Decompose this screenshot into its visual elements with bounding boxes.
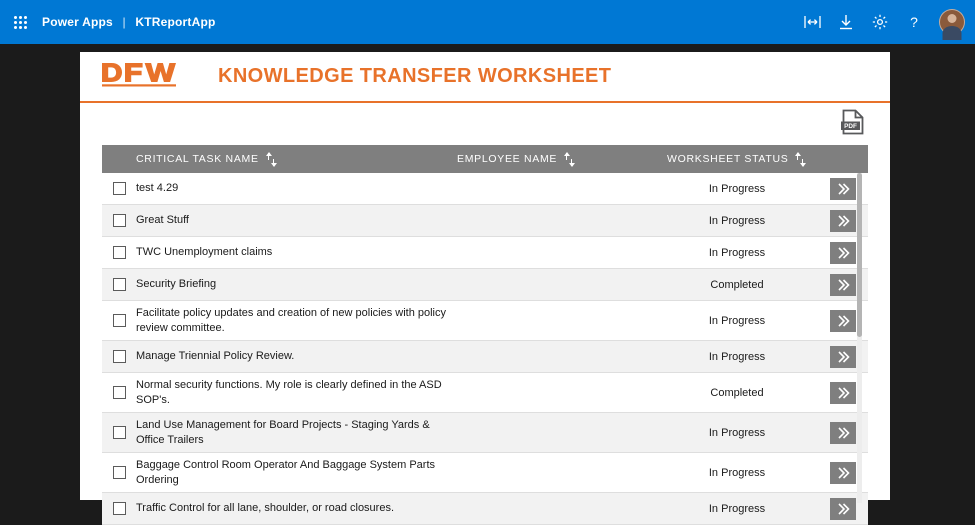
- open-row-chevron-icon[interactable]: [830, 178, 856, 200]
- download-icon[interactable]: [831, 7, 861, 37]
- table-row[interactable]: [102, 237, 868, 269]
- cell-task-name: Baggage Control Room Operator And Baggage System Parts Ordering: [136, 459, 436, 486]
- column-header-task[interactable]: [136, 153, 277, 166]
- worksheet-table: [102, 145, 868, 525]
- row-checkbox[interactable]: [113, 350, 126, 363]
- cell-worksheet-status: In Progress: [708, 314, 766, 327]
- app-name-label[interactable]: KTReportApp: [135, 15, 216, 29]
- cell-task-name: test 4.29: [136, 182, 179, 195]
- brand-separator: |: [122, 15, 126, 29]
- open-row-chevron-icon[interactable]: [830, 274, 856, 296]
- column-label-employee: EMPLOYEE NAME: [457, 153, 558, 165]
- table-row[interactable]: [102, 341, 868, 373]
- cell-worksheet-status: Completed: [710, 386, 764, 399]
- sort-toggle-employee-icon[interactable]: [566, 153, 575, 166]
- settings-gear-icon[interactable]: [865, 7, 895, 37]
- cell-task-name: Normal security functions. My role is clearly defined in the ASD SOP's.: [136, 379, 442, 406]
- row-checkbox[interactable]: [113, 182, 126, 195]
- row-checkbox[interactable]: [113, 214, 126, 227]
- app-canvas: [80, 52, 890, 515]
- row-checkbox[interactable]: [113, 246, 126, 259]
- table-row[interactable]: [102, 453, 868, 493]
- sort-toggle-status-icon[interactable]: [797, 153, 806, 166]
- page-title: KNOWLEDGE TRANSFER WORKSHEET: [218, 65, 612, 87]
- open-row-chevron-icon[interactable]: [830, 462, 856, 484]
- row-checkbox[interactable]: [113, 278, 126, 291]
- open-row-chevron-icon[interactable]: [830, 210, 856, 232]
- table-body: [102, 173, 868, 525]
- svg-text:PDF: PDF: [844, 122, 857, 130]
- table-row[interactable]: [102, 493, 868, 525]
- row-checkbox[interactable]: [113, 466, 126, 479]
- table-row[interactable]: [102, 269, 868, 301]
- list-scrollbar[interactable]: [857, 173, 862, 503]
- scrollbar-thumb[interactable]: [857, 173, 862, 337]
- column-header-status[interactable]: [667, 153, 806, 166]
- help-icon[interactable]: ?: [910, 14, 918, 30]
- cell-worksheet-status: In Progress: [708, 350, 766, 363]
- cell-worksheet-status: In Progress: [708, 502, 766, 515]
- sort-toggle-task-icon[interactable]: [268, 153, 277, 166]
- table-row[interactable]: [102, 301, 868, 341]
- open-row-chevron-icon[interactable]: [830, 422, 856, 444]
- power-apps-topbar: [0, 0, 975, 44]
- row-checkbox[interactable]: [113, 314, 126, 327]
- export-row: [80, 103, 890, 145]
- cell-worksheet-status: In Progress: [708, 214, 766, 227]
- power-apps-label: Power Apps: [42, 15, 113, 29]
- open-row-chevron-icon[interactable]: [830, 382, 856, 404]
- cell-worksheet-status: In Progress: [708, 426, 766, 439]
- app-launcher-icon[interactable]: [6, 8, 34, 36]
- cell-task-name: TWC Unemployment claims: [136, 246, 273, 259]
- app-stage: [0, 44, 975, 515]
- column-label-task: CRITICAL TASK NAME: [136, 153, 259, 165]
- cell-task-name: Traffic Control for all lane, shoulder, or road closures.: [136, 502, 395, 515]
- open-row-chevron-icon[interactable]: [830, 346, 856, 368]
- cell-worksheet-status: In Progress: [708, 246, 766, 259]
- table-row[interactable]: [102, 413, 868, 453]
- cell-task-name: Land Use Management for Board Projects - Staging Yards & Office Trailers: [136, 419, 430, 446]
- cell-worksheet-status: Completed: [710, 278, 764, 291]
- cell-task-name: Security Briefing: [136, 278, 217, 291]
- column-header-employee[interactable]: [457, 153, 575, 166]
- table-row[interactable]: [102, 205, 868, 237]
- row-checkbox[interactable]: [113, 426, 126, 439]
- avatar[interactable]: [939, 9, 965, 35]
- open-row-chevron-icon[interactable]: [830, 242, 856, 264]
- export-pdf-icon[interactable]: [840, 109, 866, 140]
- row-checkbox[interactable]: [113, 502, 126, 515]
- open-row-chevron-icon[interactable]: [830, 310, 856, 332]
- table-row[interactable]: [102, 373, 868, 413]
- table-header-row: [102, 145, 868, 173]
- row-checkbox[interactable]: [113, 386, 126, 399]
- cell-worksheet-status: In Progress: [708, 182, 766, 195]
- edit-in-designer-icon[interactable]: [797, 7, 827, 37]
- app-header: [80, 52, 890, 103]
- cell-task-name: Manage Triennial Policy Review.: [136, 350, 295, 363]
- dfw-logo: [102, 61, 180, 92]
- cell-worksheet-status: In Progress: [708, 466, 766, 479]
- brand-area: [42, 15, 216, 29]
- column-label-status: WORKSHEET STATUS: [667, 153, 789, 165]
- cell-task-name: Facilitate policy updates and creation of new policies with policy review committee.: [136, 307, 446, 334]
- cell-task-name: Great Stuff: [136, 214, 189, 227]
- open-row-chevron-icon[interactable]: [830, 498, 856, 520]
- table-row[interactable]: [102, 173, 868, 205]
